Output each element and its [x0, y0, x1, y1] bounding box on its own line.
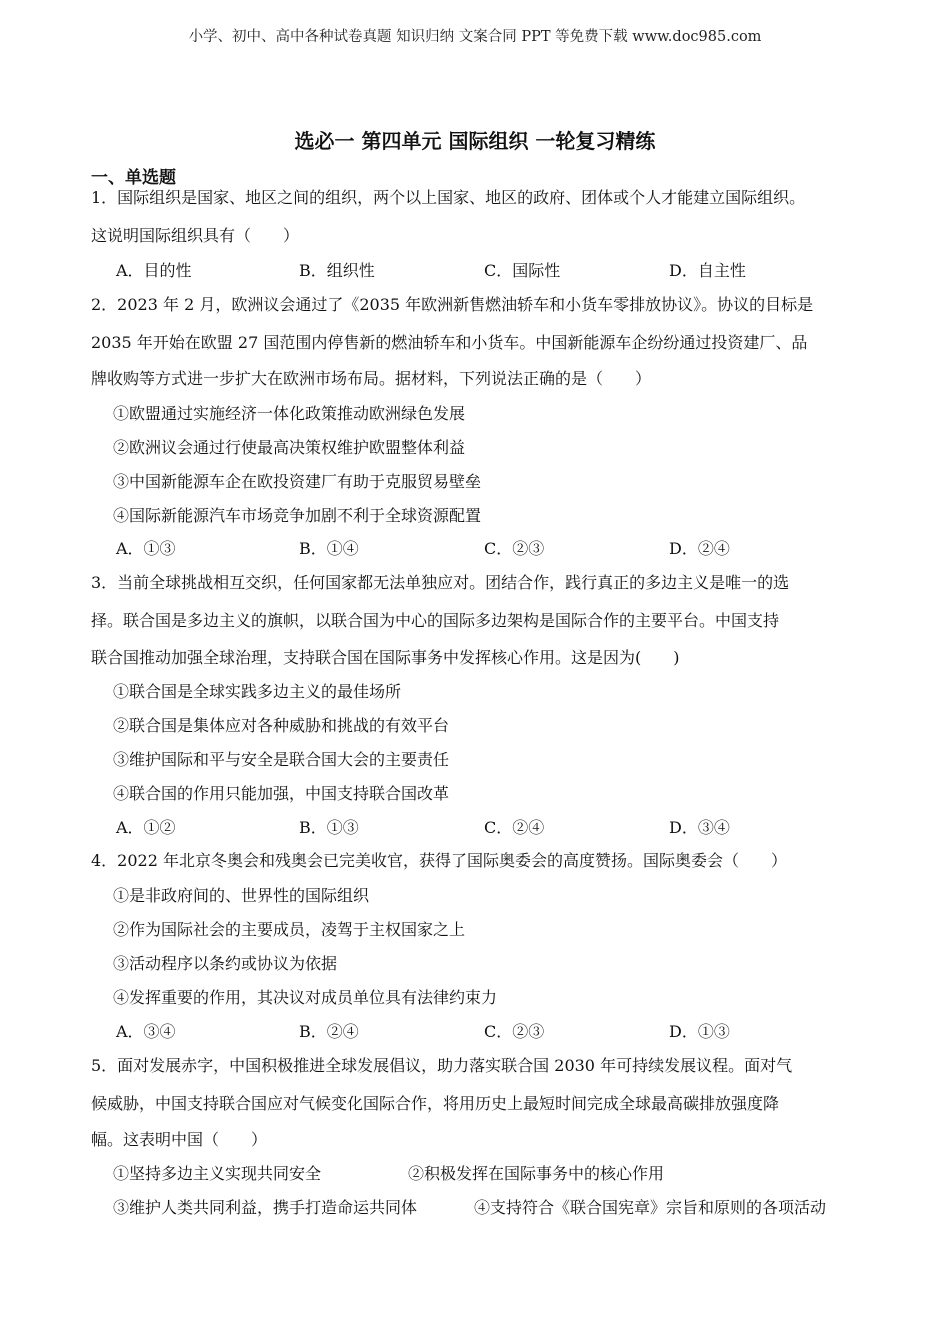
statement: ②联合国是集体应对各种威胁和挑战的有效平台: [113, 716, 450, 735]
statement: ③维护人类共同利益，携手打造命运共同体: [113, 1198, 418, 1217]
statement: ②欧洲议会通过行使最高决策权维护欧盟整体利益: [113, 438, 466, 457]
option-b: B．组织性: [299, 261, 375, 280]
question-text: 3．当前全球挑战相互交织，任何国家都无法单独应对。团结合作，践行真正的多边主义是唯一的选: [91, 573, 790, 592]
statement: ④支持符合《联合国宪章》宗旨和原则的各项活动: [474, 1198, 827, 1217]
page-title: 选必一 第四单元 国际组织 一轮复习精练: [294, 129, 656, 153]
statement: ①欧盟通过实施经济一体化政策推动欧洲绿色发展: [113, 404, 466, 423]
option-b: B．②④: [299, 1022, 359, 1041]
option-c: C．国际性: [484, 261, 561, 280]
option-c: C．②③: [484, 1022, 545, 1041]
option-d: D．③④: [669, 818, 730, 837]
statement: ④国际新能源汽车市场竞争加剧不利于全球资源配置: [113, 506, 482, 525]
question-text: 牌收购等方式进一步扩大在欧洲市场布局。据材料，下列说法正确的是（ ）: [91, 369, 652, 388]
statement: ②积极发挥在国际事务中的核心作用: [408, 1164, 665, 1183]
option-a: A．①②: [116, 818, 176, 837]
option-d: D．②④: [669, 539, 730, 558]
question-text: 5．面对发展赤字，中国积极推进全球发展倡议，助力落实联合国 2030 年可持续发展议程。面对气: [91, 1056, 793, 1075]
statement: ③维护国际和平与安全是联合国大会的主要责任: [113, 750, 450, 769]
option-b: B．①③: [299, 818, 359, 837]
question-text: 这说明国际组织具有（ ）: [91, 226, 300, 245]
statement: ③中国新能源车企在欧投资建厂有助于克服贸易壁垒: [113, 472, 482, 491]
section-heading: 一、单选题: [91, 168, 176, 188]
statement: ①联合国是全球实践多边主义的最佳场所: [113, 682, 402, 701]
statement: ①坚持多边主义实现共同安全: [113, 1164, 322, 1183]
question-text: 幅。这表明中国（ ）: [91, 1130, 268, 1149]
page-header: 小学、初中、高中各种试卷真题 知识归纳 文案合同 PPT 等免费下载 www.doc985.com: [188, 29, 762, 45]
option-d: D．自主性: [669, 261, 746, 280]
statement: ③活动程序以条约或协议为依据: [113, 954, 338, 973]
statement: ④联合国的作用只能加强，中国支持联合国改革: [113, 784, 450, 803]
question-text: 候威胁，中国支持联合国应对气候变化国际合作，将用历史上最短时间完成全球最高碳排放强度降: [91, 1094, 780, 1113]
question-text: 2035 年开始在欧盟 27 国范围内停售新的燃油轿车和小货车。中国新能源车企纷纷通过投资建厂、品: [91, 333, 808, 352]
statement: ①是非政府间的、世界性的国际组织: [113, 886, 370, 905]
question-text: 4．2022 年北京冬奥会和残奥会已完美收官，获得了国际奥委会的高度赞扬。国际奥委会（ ）: [91, 851, 787, 870]
option-d: D．①③: [669, 1022, 730, 1041]
question-text: 2．2023 年 2 月，欧洲议会通过了《2035 年欧洲新售燃油轿车和小货车零排放协议》。协议的目标是: [91, 295, 814, 314]
option-b: B．①④: [299, 539, 359, 558]
question-text: 择。联合国是多边主义的旗帜，以联合国为中心的国际多边架构是国际合作的主要平台。中国支持: [91, 611, 780, 630]
statement: ④发挥重要的作用，其决议对成员单位具有法律约束力: [113, 988, 498, 1007]
option-c: C．②④: [484, 818, 545, 837]
question-text: 1．国际组织是国家、地区之间的组织，两个以上国家、地区的政府、团体或个人才能建立国际组织。: [91, 188, 806, 207]
option-a: A．①③: [116, 539, 176, 558]
option-c: C．②③: [484, 539, 545, 558]
question-text: 联合国推动加强全球治理，支持联合国在国际事务中发挥核心作用。这是因为( ): [91, 648, 680, 667]
option-a: A．③④: [116, 1022, 176, 1041]
option-a: A．目的性: [116, 261, 192, 280]
statement: ②作为国际社会的主要成员，凌驾于主权国家之上: [113, 920, 466, 939]
